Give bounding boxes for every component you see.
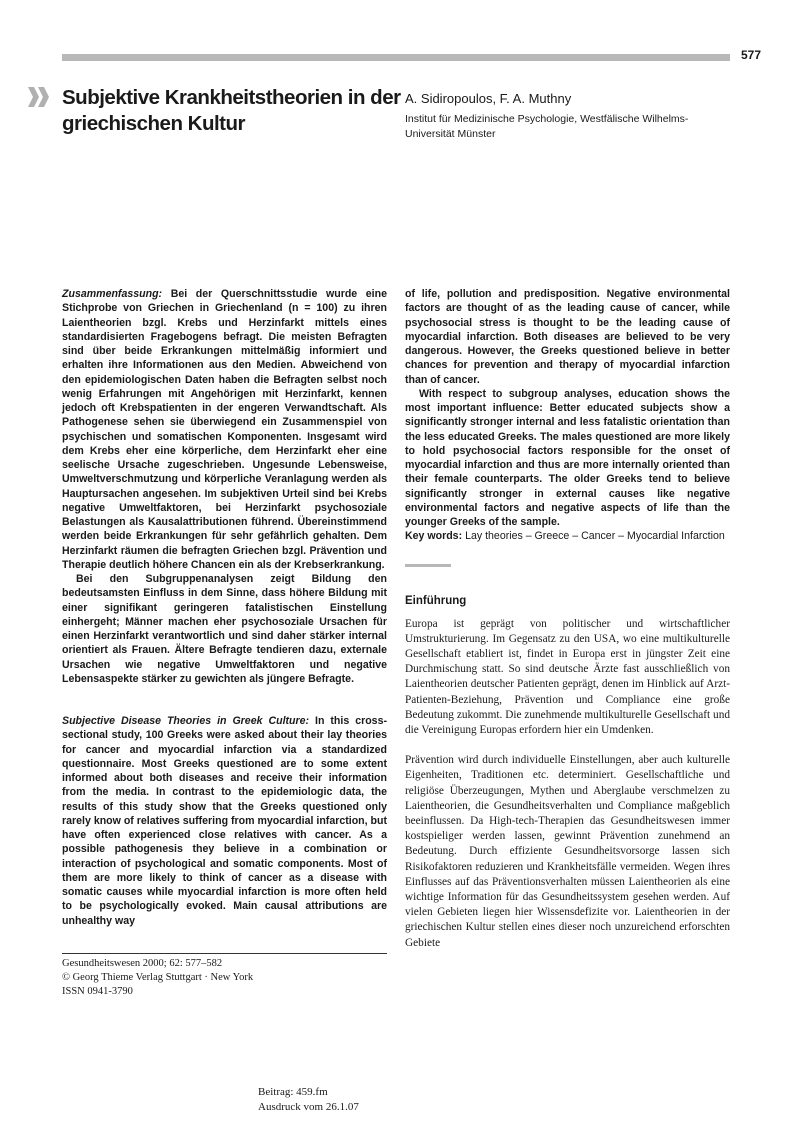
- abstract-german-lead: Zusammenfassung:: [62, 288, 163, 300]
- abstract-german-text: Bei der Querschnittsstudie wurde eine Stichprobe von Griechen in Griechenland (n = 100) zu ihren Laientheorien bzgl. Krebs und Herzinfarkt mittels eines standardisierten Fragebogens befragt. Die meisten Befragten sind über beide Erkrankungen mittelmäßig informiert und erhalten ihre Informationen aus den Medien. Abweichend von den epidemiologischen Daten haben die Befragten selbst noch wenig Erfahrungen mit Angehörigen mit Herzinfarkt, kennen jedoch oft Krebspatienten in der engeren Verwandtschaft. Als Pathogenese sehen sie überwiegend ein Zusammenspiel von psychischen und somatischen Komponenten. Insgesamt wird dem Krebs eher eine körperliche, dem Herzinfarkt eher eine seelische Ursache zugeschrieben. Ungesunde Lebensweise, Umweltverschmutzung und körperliche Veranlagung werden als Hauptursachen angesehen. Im subjektiven Urteil sind bei Krebs negative Umweltfaktoren, bei Herzinfarkt psychosoziale Belastungen als Kausalattributionen führend. Übereinstimmend werden beide Erkrankungen für sehr gefährlich gehalten. Dem Herzinfarkt räumen die befragten Griechen bzgl. Prävention und Therapie deutlich höhere Chancen ein als der Krebserkrankung.: [62, 288, 387, 571]
- intro-paragraph-1: Europa ist geprägt von politischer und wirtschaftlicher Umstrukturierung. Im Gegensatz zu den USA, wo eine multikulturelle Gesellschaft etabliert ist, findet in Europa erst in jüngster Zeit eine Durchmischung statt. So sind deutsche Ärzte fast ausschließlich von Laientheorien deutscher Patienten geprägt, denen im Hinblick auf Arzt-Patienten-Beziehung, Prävention und Compliance eine große Bedeutung zukommt. Die zunehmende multikulturelle Gesellschaft und die Vereinigung Europas erfordern hier ein Umdenken.: [405, 617, 730, 736]
- double-chevron-icon: [28, 87, 50, 107]
- section-heading-introduction: Einführung: [405, 594, 467, 607]
- keywords-label: Key words:: [405, 530, 463, 543]
- abstract-english-continued: of life, pollution and predisposition. Negative environmental factors are thought of as the leading cause of cancer, while psychosocial stress is thought to be the leading cause of myocardial infarction. Both diseases are believed to be very dangerous. However, the Greeks questioned believe in better chances for prevention and therapy of myocardial infarction than of cancer.: [405, 288, 730, 386]
- abstract-english-lead: Subjective Disease Theories in Greek Culture:: [62, 715, 310, 727]
- issn: ISSN 0941-3790: [62, 986, 133, 997]
- abstract-english-text: In this cross-sectional study, 100 Greeks were asked about their lay theories for cancer and myocardial infarction via a standardized questionnaire. Most Greeks questioned are to some extent informed about both diseases and receive their information from the media. In contrast to the epidemiologic data, the results of this study show that the Greeks questioned only rarely know of relatives suffering from myocardial infarction, but have often experienced close relatives with cancer. As a possible pathogenesis they believe in a combination or interaction of psychological and somatic components. Most of them are more likely to think of cancer as a disease with somatic causes while myocardial infarction is more often held to be psychologically evoked. Main causal attributions are unhealthy way: [62, 715, 387, 927]
- intro-paragraph-2: Prävention wird durch individuelle Einstellungen, aber auch kulturelle Eigenheiten, Traditionen etc. determiniert. Gesellschaftliche und religiöse Überzeugungen, Mythen und Aberglaube verschmelzen zu Laientheorien, die Gesundheitsverhalten und Compliance maßgeblich beeinflussen. Da High-tech-Therapien das Gesundheitswesen immer kostspieliger werden lassen, gewinnt Prävention zunehmend an Bedeutung. Durch effiziente Gesundheitsvorsorge lassen sich Risikofaktoren reduzieren und Krankheitsfälle vermeiden. Wegen ihres Einflusses auf das Präventionsverhalten müssen Laientheorien als eine wichtige Information für das Gesundheitssystem gesehen werden. Auf vielen Gebieten liegen hier Wissensdefizite vor. Laientheorien in der griechischen Kultur stellen eines dieser noch unzureichend erforschten Gebiete: [405, 754, 730, 949]
- right-column: [405, 287, 730, 951]
- print-date: Ausdruck vom 26.1.07: [258, 1100, 359, 1113]
- journal-citation: Gesundheitswesen 2000; 62: 577–582: [62, 958, 223, 969]
- page-number: 577: [741, 48, 762, 62]
- author-affiliation: Institut für Medizinische Psychologie, Westfälische Wilhelms-Universität Münster: [405, 113, 689, 140]
- abstract-english-subgroups: With respect to subgroup analyses, education shows the most important influence: Better educated subjects show a significantly stronger internal and less fatalistic orientation than the less educated Greeks. The males questioned are more likely to hold psychosocial factors responsible for the onset of myocardial infarction and thus are more internally oriented than their female counterparts. The older Greeks tend to believe significantly stronger in external causes like negative environmental factors and negative aspects of life than the younger Greeks of the sample.: [405, 387, 730, 528]
- left-column: [62, 287, 387, 928]
- article-authors: A. Sidiropoulos, F. A. Muthny: [405, 91, 572, 106]
- abstract-english: [62, 714, 387, 928]
- keywords-text: Lay theories – Greece – Cancer – Myocardial Infarction: [465, 530, 725, 543]
- header-rule: [62, 54, 730, 61]
- citation-footer: [62, 957, 253, 999]
- keywords: [405, 529, 730, 543]
- beitrag-file: Beitrag: 459.fm: [258, 1086, 328, 1098]
- production-note: [258, 1085, 359, 1114]
- footer-rule: [62, 953, 387, 954]
- publisher-notice: © Georg Thieme Verlag Stuttgart · New York: [62, 972, 254, 983]
- abstract-german-subgroups: Bei den Subgruppenanalysen zeigt Bildung den bedeutsamsten Einfluss in dem Sinne, dass höhere Bildung mit einer signifikant geringeren fatalistischen Einstellung einhergeht; Männer machen eher psychosoziale Ursachen für einen Herzinfarkt verantwortlich und sind daher stärker internal orientiert als Frauen. Ältere Befragte tendieren dazu, externale Ursachen wie negative Umweltfaktoren und negative Lebensaspekte stärker zu gewichten als jüngere Befragte.: [62, 573, 387, 685]
- article-title: Subjektive Krankheitstheorien in der griechischen Kultur: [62, 86, 401, 135]
- section-separator: [405, 564, 451, 567]
- abstract-german: [62, 287, 387, 572]
